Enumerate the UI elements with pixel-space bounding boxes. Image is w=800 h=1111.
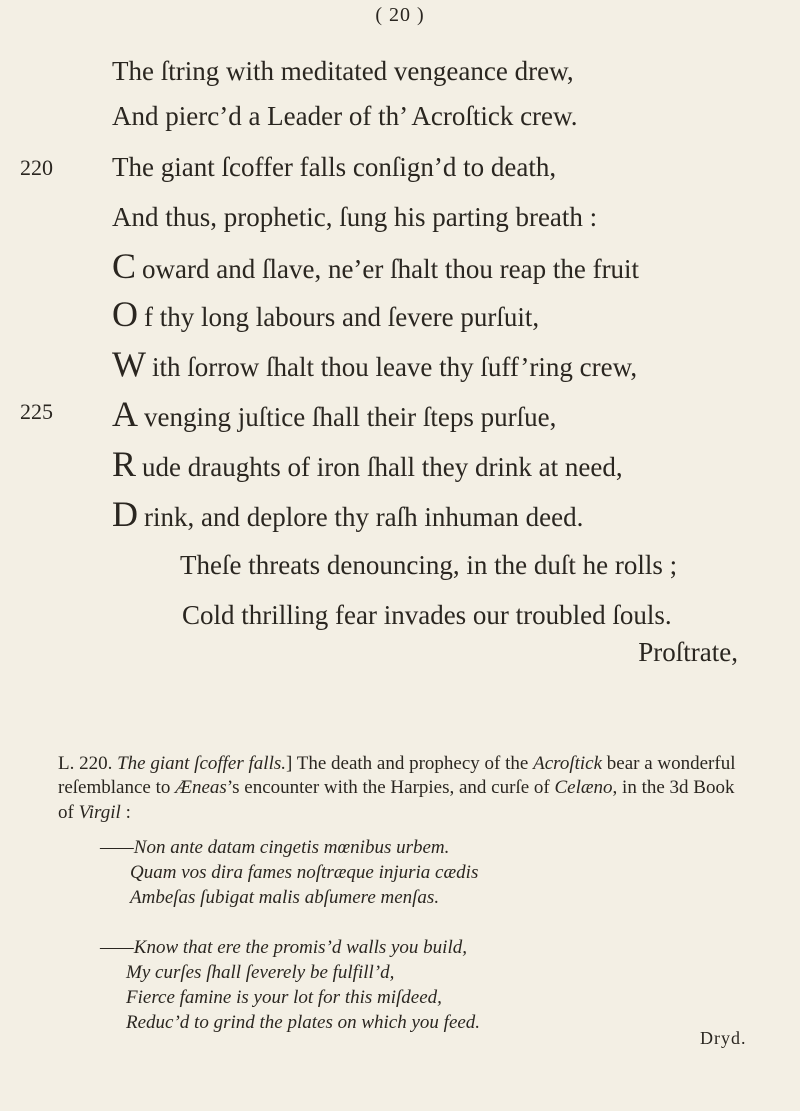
verse-text: f thy long labours and ſevere purſuit, bbox=[144, 302, 540, 332]
footnote-text bbox=[58, 752, 748, 825]
quote-line: ——Non ante datam cingetis mœnibus urbem. bbox=[100, 837, 450, 858]
verse-text: ude draughts of iron ſhall they drink at need, bbox=[142, 452, 623, 482]
note-italic: Æneas bbox=[175, 777, 227, 799]
acrostic-capital: C bbox=[112, 246, 137, 286]
note-text: ’s encounter with the Harpies, and curſe of bbox=[226, 777, 555, 799]
verse-text: And pierc’d a Leader of th’ Acroſtick crew. bbox=[112, 101, 578, 131]
quote-line: My curſes ſhall ſeverely be fulfill’d, bbox=[126, 962, 395, 984]
note-italic: Acroſtick bbox=[533, 753, 603, 774]
acrostic-capital: W bbox=[112, 344, 146, 384]
note-lemma: The giant ſcoffer falls. bbox=[117, 753, 286, 774]
note-text: ] The death and prophecy of the bbox=[286, 753, 534, 774]
acrostic-capital: R bbox=[112, 444, 137, 484]
english-quotation bbox=[100, 935, 760, 1035]
note-text: , in the 3d Book of bbox=[58, 777, 735, 823]
acrostic-capital: D bbox=[112, 494, 138, 534]
verse-text: ith ſorrow ſhalt thou leave thy ſuff’ring crew, bbox=[151, 352, 638, 382]
quote-line: Quam vos dira fames noſtræque injuria cædis bbox=[130, 862, 479, 884]
quote-line: Fierce famine is your lot for this miſdeed, bbox=[126, 987, 442, 1009]
quote-line: Reduc’d to grind the plates on which you feed. bbox=[126, 1012, 481, 1034]
line-number: 225 bbox=[20, 399, 53, 424]
note-italic: Virgil bbox=[78, 801, 121, 823]
note-italic: Celæno bbox=[554, 777, 613, 799]
verse-text: venging juſtice ſhall their ſteps purſue, bbox=[144, 402, 557, 432]
verse-text: Theſe threats denouncing, in the duſt he rolls ; bbox=[180, 550, 678, 580]
latin-quotation bbox=[100, 835, 740, 910]
catchword: Proſtrate, bbox=[638, 637, 738, 667]
page-number: ( 20 ) bbox=[375, 4, 425, 26]
acrostic-capital: O bbox=[112, 294, 138, 334]
quote-line: Ambeſas ſubigat malis abſumere menſas. bbox=[130, 887, 440, 909]
quote-line: ——Know that ere the promis’d walls you build, bbox=[100, 937, 467, 958]
verse-text: And thus, prophetic, ſung his parting breath : bbox=[112, 202, 598, 232]
note-text: bear a wonderful reſemblance to bbox=[58, 753, 736, 799]
verse-text: oward and ſlave, ne’er ſhalt thou reap the fruit bbox=[142, 254, 640, 284]
footnote bbox=[58, 752, 748, 825]
acrostic-capital: A bbox=[112, 394, 138, 434]
line-number: 220 bbox=[20, 155, 53, 180]
verse-text: rink, and deplore thy raſh inhuman deed. bbox=[144, 502, 584, 532]
note-text: : bbox=[120, 801, 131, 823]
verse-text: Cold thrilling fear invades our troubled ſouls. bbox=[182, 600, 672, 630]
verse-text: The giant ſcoffer falls conſign’d to death, bbox=[112, 152, 557, 182]
attribution: Dryd. bbox=[700, 1028, 747, 1048]
verse-text: The ſtring with meditated vengeance drew, bbox=[112, 56, 574, 86]
note-reference: L. 220. bbox=[58, 753, 113, 774]
